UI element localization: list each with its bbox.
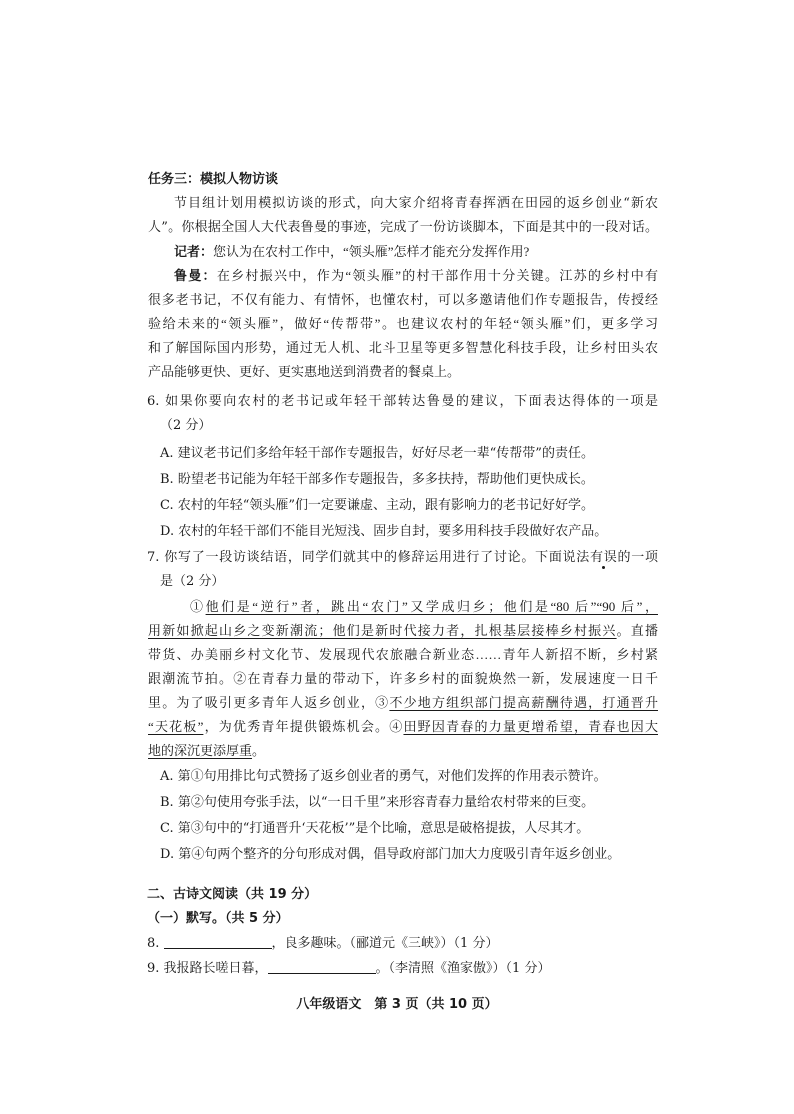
q9-tail: 。（李清照《渔家傲》）（1 分） <box>375 961 551 976</box>
q9-text: 9. 我报路长嗟日暮， <box>147 961 268 976</box>
q7-stem-line1 <box>147 546 658 570</box>
luman-line2: 很多老书记，不仅有能力、有情怀，也懂农村，可以多邀请他们作专题报告，传授经 <box>148 292 658 307</box>
sentence3-part1: 不少地方组织部门提高薪酬待遇，打通晋升 <box>389 695 658 710</box>
q7-passage-text-6b: ，为优秀青年提供锻炼机会。④ <box>203 719 404 734</box>
q7-stem-line2: 是（2 分） <box>160 574 225 589</box>
reporter-question: 您认为在农村工作中，“领头雁”怎样才能充分发挥作用? <box>213 244 530 259</box>
q8-number: 8. <box>147 936 160 951</box>
q7-passage-text-5a: 里。为了吸引更多青年人返乡创业，③ <box>148 695 390 710</box>
luman-line5: 产品能够更快、更好、更实惠地送到消费者的餐桌上。 <box>148 364 461 379</box>
reporter-label: 记者： <box>174 245 214 260</box>
sentence3-part2: “天花板” <box>148 719 204 734</box>
reporter-line <box>174 240 658 265</box>
task3-intro-line1: 节目组计划用模拟访谈的形式，向大家介绍将青春挥洒在田园的返乡创业“新农 <box>174 196 658 211</box>
q7-option-d[interactable]: D. 第④句两个整齐的分句形成对偶，倡导政府部门加大力度吸引青年返乡创业。 <box>160 847 621 862</box>
q7-passage-line7 <box>148 739 658 763</box>
sentence1-marker: ① <box>190 599 206 614</box>
q9-line <box>147 957 657 981</box>
q7-passage-text-2b: 。直播 <box>616 623 658 638</box>
task3-title: 任务三：模拟人物访谈 <box>148 172 279 187</box>
sentence1-part2: 用新如掀起山乡之变新潮流；他们是新时代接力者，扎根基层接棒乡村振兴 <box>148 623 617 638</box>
sentence4-part1: 田野因青春的力量更增希望，青春也因大 <box>403 719 658 734</box>
q6-option-b[interactable]: B. 盼望老书记能为年轻干部多作专题报告，多多扶持，帮助他们更快成长。 <box>160 472 594 487</box>
q7-passage-line6 <box>148 715 658 739</box>
sentence1-part1: 他们是“逆行”者，跳出“农门”又学成归乡；他们是“80 后”“90 后”， <box>205 599 658 614</box>
section2-sub1: （一）默写。（共 5 分） <box>147 911 289 926</box>
q7-passage-end: 。 <box>252 743 266 758</box>
luman-text-1: 在乡村振兴中，作为“领头雁”的村干部作用十分关键。江苏的乡村中有 <box>216 268 658 283</box>
q7-passage-line2 <box>148 619 658 643</box>
q8-line <box>147 932 657 956</box>
q6-option-c[interactable]: C. 农村的年轻“领头雁”们一定要谦虚、主动，跟有影响力的老书记好好学。 <box>160 498 595 513</box>
q7-passage-line4: 跟潮流节拍。②在青春力量的带动下，许多乡村的面貌焕然一新，发展速度一日千 <box>148 671 658 686</box>
page-footer: 八年级语文 第 3 页（共 10 页） <box>296 997 498 1012</box>
q8-answer-blank[interactable] <box>164 934 272 949</box>
task3-intro-line2: 人”。你根据全国人大代表鲁曼的事迹，完成了一份访谈脚本，下面是其中的一段对话。 <box>148 220 658 235</box>
q6-stem-line2: （2 分） <box>160 418 212 433</box>
q9-answer-blank[interactable] <box>268 959 376 974</box>
luman-label: 鲁曼： <box>174 269 217 284</box>
luman-line4: 和了解国际国内形势，通过无人机、北斗卫星等更多智慧化科技手段，让乡村田头农 <box>148 340 658 355</box>
q7-option-c[interactable]: C. 第③句中的“打通晋升‘天花板’”是个比喻，意思是破格提拔，人尽其才。 <box>160 821 590 836</box>
section2-title: 二、古诗文阅读（共 19 分） <box>147 887 318 902</box>
sentence4-part2: 地的深沉更添厚重 <box>148 743 253 758</box>
q7-passage-line3: 带货、办美丽乡村文化节、发展现代农旅融合新业态……青年人新招不断，乡村紧 <box>148 647 658 662</box>
q6-option-d[interactable]: D. 农村的年轻干部们不能目光短浅、固步自封，要多用科技手段做好农产品。 <box>160 524 608 539</box>
q7-passage-line1 <box>190 595 658 619</box>
q7-emphasis-youwu: 有误 <box>590 550 618 565</box>
q7-option-a[interactable]: A. 第①句用排比句式赞扬了返乡创业者的勇气，对他们发挥的作用表示赞许。 <box>160 769 607 784</box>
q7-option-b[interactable]: B. 第②句使用夸张手法，以“一日千里”来形容青春力量给农村带来的巨变。 <box>160 795 595 810</box>
q7-stem-text-c: 的一项 <box>617 550 658 565</box>
q8-text: ，良多趣味。（郦道元《三峡》）（1 分） <box>271 936 499 951</box>
q7-stem-text-a: 7. 你写了一段访谈结语，同学们就其中的修辞运用进行了讨论。下面说法 <box>147 550 591 565</box>
q7-passage-line5 <box>148 691 658 715</box>
q6-option-a[interactable]: A. 建议老书记们多给年轻干部作专题报告，好好尽老一辈“传帮带”的责任。 <box>160 446 594 461</box>
q6-stem-line1: 6. 如果你要向农村的老书记或年轻干部转达鲁曼的建议，下面表达得体的一项是 <box>147 394 658 409</box>
luman-line3: 验给未来的“领头雁”，做好“传帮带”。也建议农村的年轻“领头雁”们，更多学习 <box>148 316 658 331</box>
luman-line1 <box>174 264 658 289</box>
